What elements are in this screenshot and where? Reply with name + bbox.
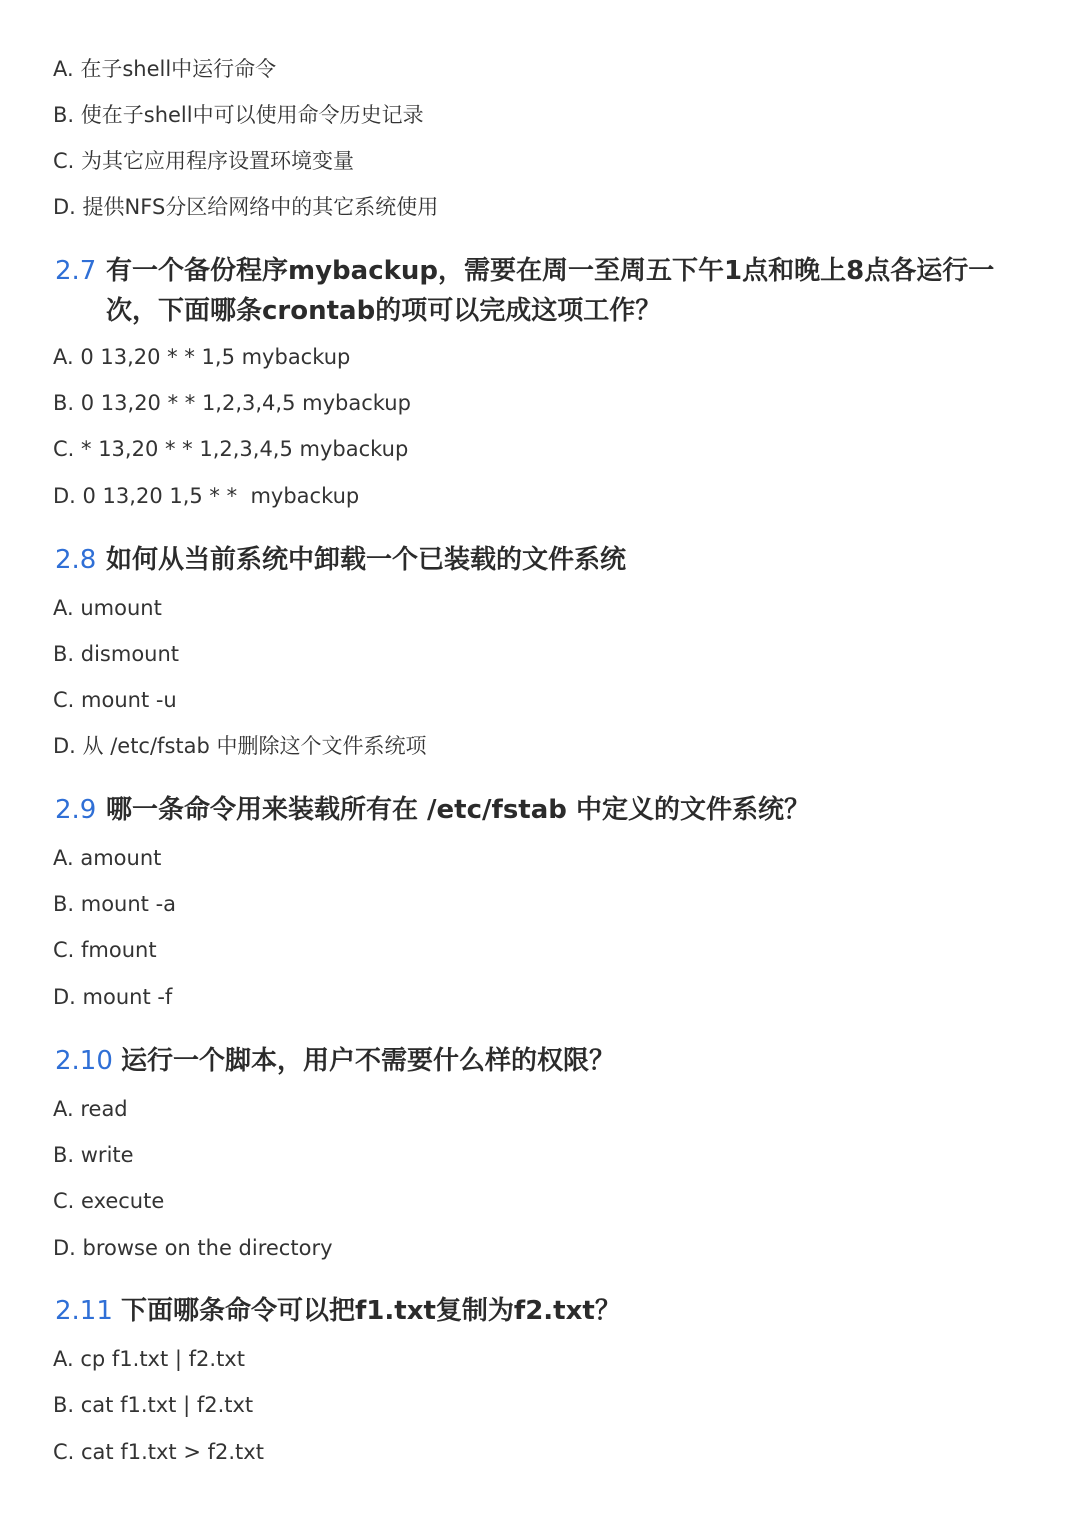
option-b: B. 使在子shell中可以使用命令历史记录 — [53, 103, 424, 127]
option-d: D. 提供NFS分区给网络中的其它系统使用 — [53, 195, 439, 219]
question-number: 2.7 — [55, 256, 97, 286]
option-a: A. amount — [53, 846, 162, 870]
option-a: A. read — [53, 1097, 128, 1121]
option-c: C. execute — [53, 1189, 165, 1213]
question-2-7 — [55, 251, 1020, 331]
option-b: B. cat f1.txt | f2.txt — [53, 1393, 254, 1417]
option-b: B. write — [53, 1143, 134, 1167]
option-a: A. 在子shell中运行命令 — [53, 57, 277, 81]
option-a: A. cp f1.txt | f2.txt — [53, 1347, 245, 1371]
option-c: C. fmount — [53, 938, 157, 962]
option-b: B. 0 13,20 * * 1,2,3,4,5 mybackup — [53, 391, 411, 415]
option-c: C. 为其它应用程序设置环境变量 — [53, 149, 355, 173]
question-2-11 — [55, 1291, 1020, 1331]
question-2-10 — [55, 1041, 1020, 1081]
question-text: 有一个备份程序mybackup，需要在周一至周五下午1点和晚上8点各运行一次，下面哪条crontab的项可以完成这项工作？ — [106, 256, 995, 326]
option-c: C. cat f1.txt > f2.txt — [53, 1440, 264, 1464]
option-c: C. mount -u — [53, 688, 177, 712]
option-d: D. 从 /etc/fstab 中删除这个文件系统项 — [53, 734, 427, 758]
question-2-9 — [55, 790, 1020, 830]
question-text: 哪一条命令用来装载所有在 /etc/fstab 中定义的文件系统？ — [106, 795, 810, 825]
question-number: 2.8 — [55, 545, 97, 575]
option-c: C. * 13,20 * * 1,2,3,4,5 mybackup — [53, 437, 409, 461]
option-a: A. umount — [53, 596, 162, 620]
question-number: 2.10 — [55, 1046, 113, 1076]
question-text: 如何从当前系统中卸载一个已装载的文件系统 — [106, 545, 627, 575]
option-d: D. mount -f — [53, 985, 173, 1009]
option-b: B. mount -a — [53, 892, 177, 916]
question-2-8 — [55, 540, 1020, 580]
option-d: D. browse on the directory — [53, 1236, 333, 1260]
question-text: 运行一个脚本，用户不需要什么样的权限？ — [121, 1046, 616, 1076]
option-d: D. 0 13,20 1,5 * * mybackup — [53, 484, 360, 508]
question-number: 2.11 — [55, 1296, 113, 1326]
question-text: 下面哪条命令可以把f1.txt复制为f2.txt？ — [121, 1296, 621, 1326]
option-a: A. 0 13,20 * * 1,5 mybackup — [53, 345, 351, 369]
option-b: B. dismount — [53, 642, 180, 666]
question-number: 2.9 — [55, 795, 97, 825]
